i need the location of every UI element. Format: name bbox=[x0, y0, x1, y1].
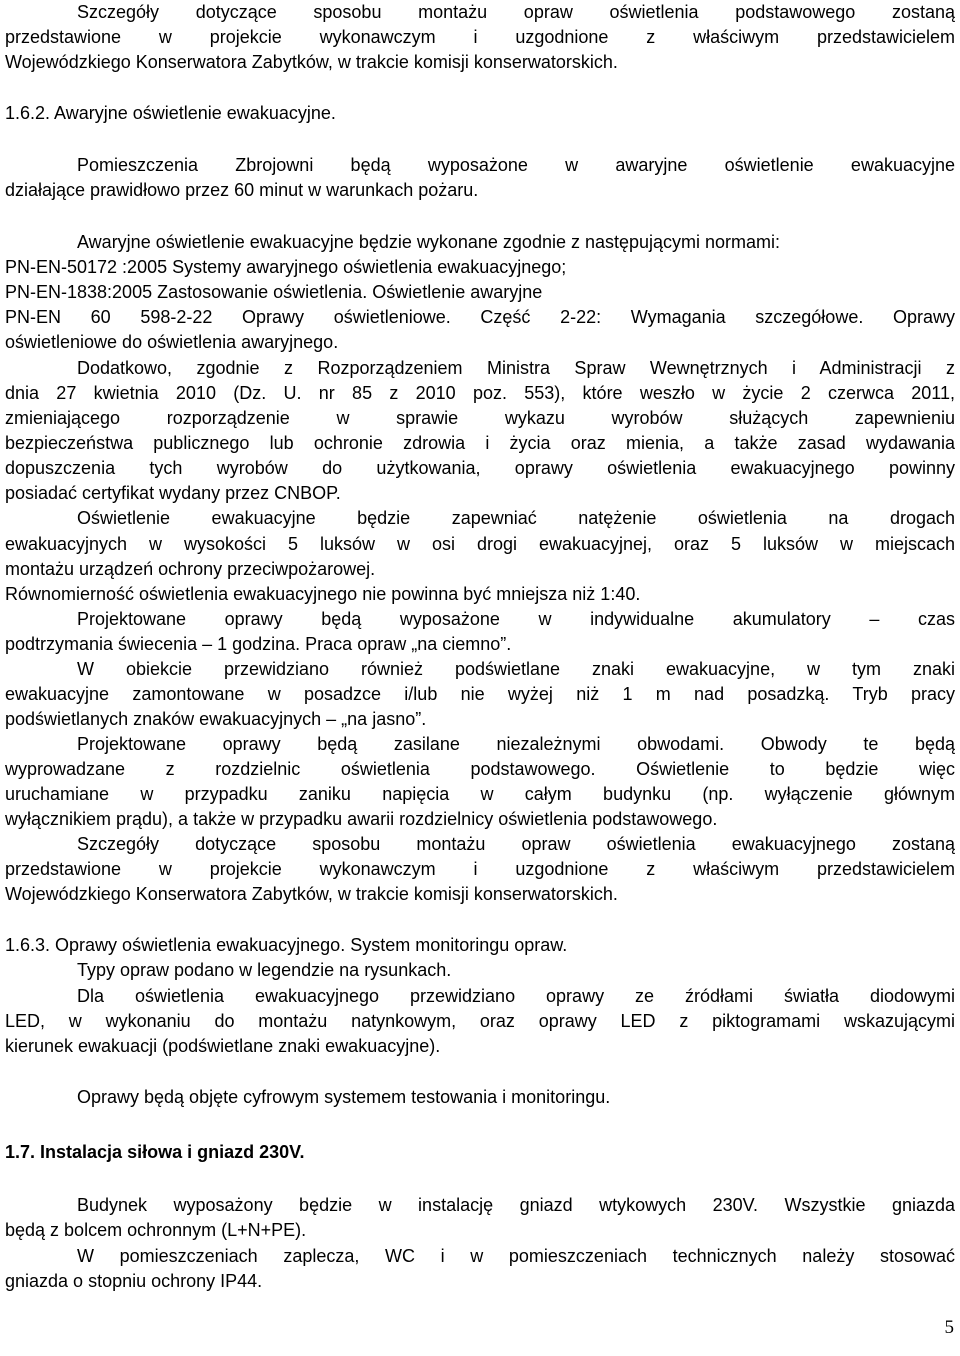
text-line: Typy opraw podano w legendzie na rysunkach. bbox=[77, 960, 452, 980]
text-line: kierunek ewakuacji (podświetlane znaki ewakuacyjne). bbox=[5, 1036, 441, 1056]
text-line: Awaryjne oświetlenie ewakuacyjne będzie wykonane zgodnie z następującymi normami: bbox=[77, 232, 781, 252]
text-line: będą z bolcem ochronnym (L+N+PE). bbox=[5, 1220, 307, 1240]
text-line: PN-EN-50172 :2005 Systemy awaryjnego oświetlenia ewakuacyjnego; bbox=[5, 257, 567, 277]
page-number: 5 bbox=[944, 1317, 954, 1338]
text-line: Budynek wyposażony będzie w instalację gniazd wtykowych 230V. Wszystkie gniazda bbox=[77, 1195, 955, 1215]
text-line: Wojewódzkiego Konserwatora Zabytków, w trakcie komisji konserwatorskich. bbox=[5, 52, 618, 72]
text-line: Oświetlenie ewakuacyjne będzie zapewniać natężenie oświetlenia na drogach bbox=[77, 508, 955, 528]
text-line: 1.6.2. Awaryjne oświetlenie ewakuacyjne. bbox=[5, 103, 336, 123]
text-line: Szczegóły dotyczące sposobu montażu opraw oświetlenia podstawowego zostaną bbox=[77, 2, 955, 22]
section-heading: 1.7. Instalacja siłowa i gniazd 230V. bbox=[5, 1142, 305, 1162]
text-line: W obiekcie przewidziano również podświetlane znaki ewakuacyjne, w tym znaki bbox=[77, 659, 955, 679]
text-line: ewakuacyjne zamontowane w posadzce i/lub nie wyżej niż 1 m nad posadzką. Tryb pracy bbox=[5, 684, 955, 704]
text-line: oświetleniowe do oświetlenia awaryjnego. bbox=[5, 332, 339, 352]
text-line: 1.6.3. Oprawy oświetlenia ewakuacyjnego. System monitoringu opraw. bbox=[5, 935, 568, 955]
text-line: gniazda o stopniu ochrony IP44. bbox=[5, 1271, 263, 1291]
text-line: zmieniającego rozporządzenie w sprawie wykazu wyrobów służących zapewnieniu bbox=[5, 408, 955, 428]
text-line: Wojewódzkiego Konserwatora Zabytków, w trakcie komisji konserwatorskich. bbox=[5, 884, 618, 904]
text-line: dnia 27 kwietnia 2010 (Dz. U. nr 85 z 2010 poz. 553), które weszło w życie 2 czerwca 2011, bbox=[5, 383, 955, 403]
text-line: wyprowadzane z rozdzielnic oświetlenia podstawowego. Oświetlenie to będzie więc bbox=[5, 759, 955, 779]
text-line: ewakuacyjnych w wysokości 5 luksów w osi drogi ewakuacyjnej, oraz 5 luksów w miejscach bbox=[5, 534, 955, 554]
text-line: Dodatkowo, zgodnie z Rozporządzeniem Ministra Spraw Wewnętrznych i Administracji z bbox=[77, 358, 955, 378]
text-line: PN-EN-1838:2005 Zastosowanie oświetlenia. Oświetlenie awaryjne bbox=[5, 282, 543, 302]
text-line: podtrzymania świecenia – 1 godzina. Praca opraw „na ciemno”. bbox=[5, 634, 512, 654]
text-line: dopuszczenia tych wyrobów do użytkowania, oprawy oświetlenia ewakuacyjnego powinny bbox=[5, 458, 955, 478]
text-line: przedstawione w projekcie wykonawczym i uzgodnione z właściwym przedstawicielem bbox=[5, 859, 955, 879]
text-line: Projektowane oprawy będą wyposażone w indywidualne akumulatory – czas bbox=[77, 609, 955, 629]
text-line: Szczegóły dotyczące sposobu montażu opraw oświetlenia ewakuacyjnego zostaną bbox=[77, 834, 955, 854]
text-line: przedstawione w projekcie wykonawczym i uzgodnione z właściwym przedstawicielem bbox=[5, 27, 955, 47]
text-line: bezpieczeństwa publicznego lub ochronie zdrowia i życia oraz mienia, a także zasad wydawania bbox=[5, 433, 955, 453]
text-line: podświetlanych znaków ewakuacyjnych – „na jasno”. bbox=[5, 709, 427, 729]
text-line: LED, w wykonaniu do montażu natynkowym, oraz oprawy LED z piktogramami wskazującymi bbox=[5, 1011, 955, 1031]
text-line: posiadać certyfikat wydany przez CNBOP. bbox=[5, 483, 341, 503]
text-line: Projektowane oprawy będą zasilane niezależnymi obwodami. Obwody te będą bbox=[77, 734, 955, 754]
text-line: Pomieszczenia Zbrojowni będą wyposażone w awaryjne oświetlenie ewakuacyjne bbox=[77, 155, 955, 175]
text-line: wyłącznikiem prądu), a także w przypadku awarii rozdzielnicy oświetlenia podstawowego. bbox=[5, 809, 718, 829]
text-line: Oprawy będą objęte cyfrowym systemem testowania i monitoringu. bbox=[77, 1087, 611, 1107]
text-line: W pomieszczeniach zaplecza, WC i w pomieszczeniach technicznych należy stosować bbox=[77, 1246, 955, 1266]
text-line: Równomierność oświetlenia ewakuacyjnego nie powinna być mniejsza niż 1:40. bbox=[5, 584, 641, 604]
text-line: uruchamiane w przypadku zaniku napięcia w całym budynku (np. wyłączenie głównym bbox=[5, 784, 955, 804]
text-line: PN-EN 60 598-2-22 Oprawy oświetleniowe. Część 2-22: Wymagania szczegółowe. Oprawy bbox=[5, 307, 955, 327]
text-line: działające prawidłowo przez 60 minut w warunkach pożaru. bbox=[5, 180, 479, 200]
text-line: Dla oświetlenia ewakuacyjnego przewidziano oprawy ze źródłami światła diodowymi bbox=[77, 986, 955, 1006]
text-line: montażu urządzeń ochrony przeciwpożarowej. bbox=[5, 559, 376, 579]
